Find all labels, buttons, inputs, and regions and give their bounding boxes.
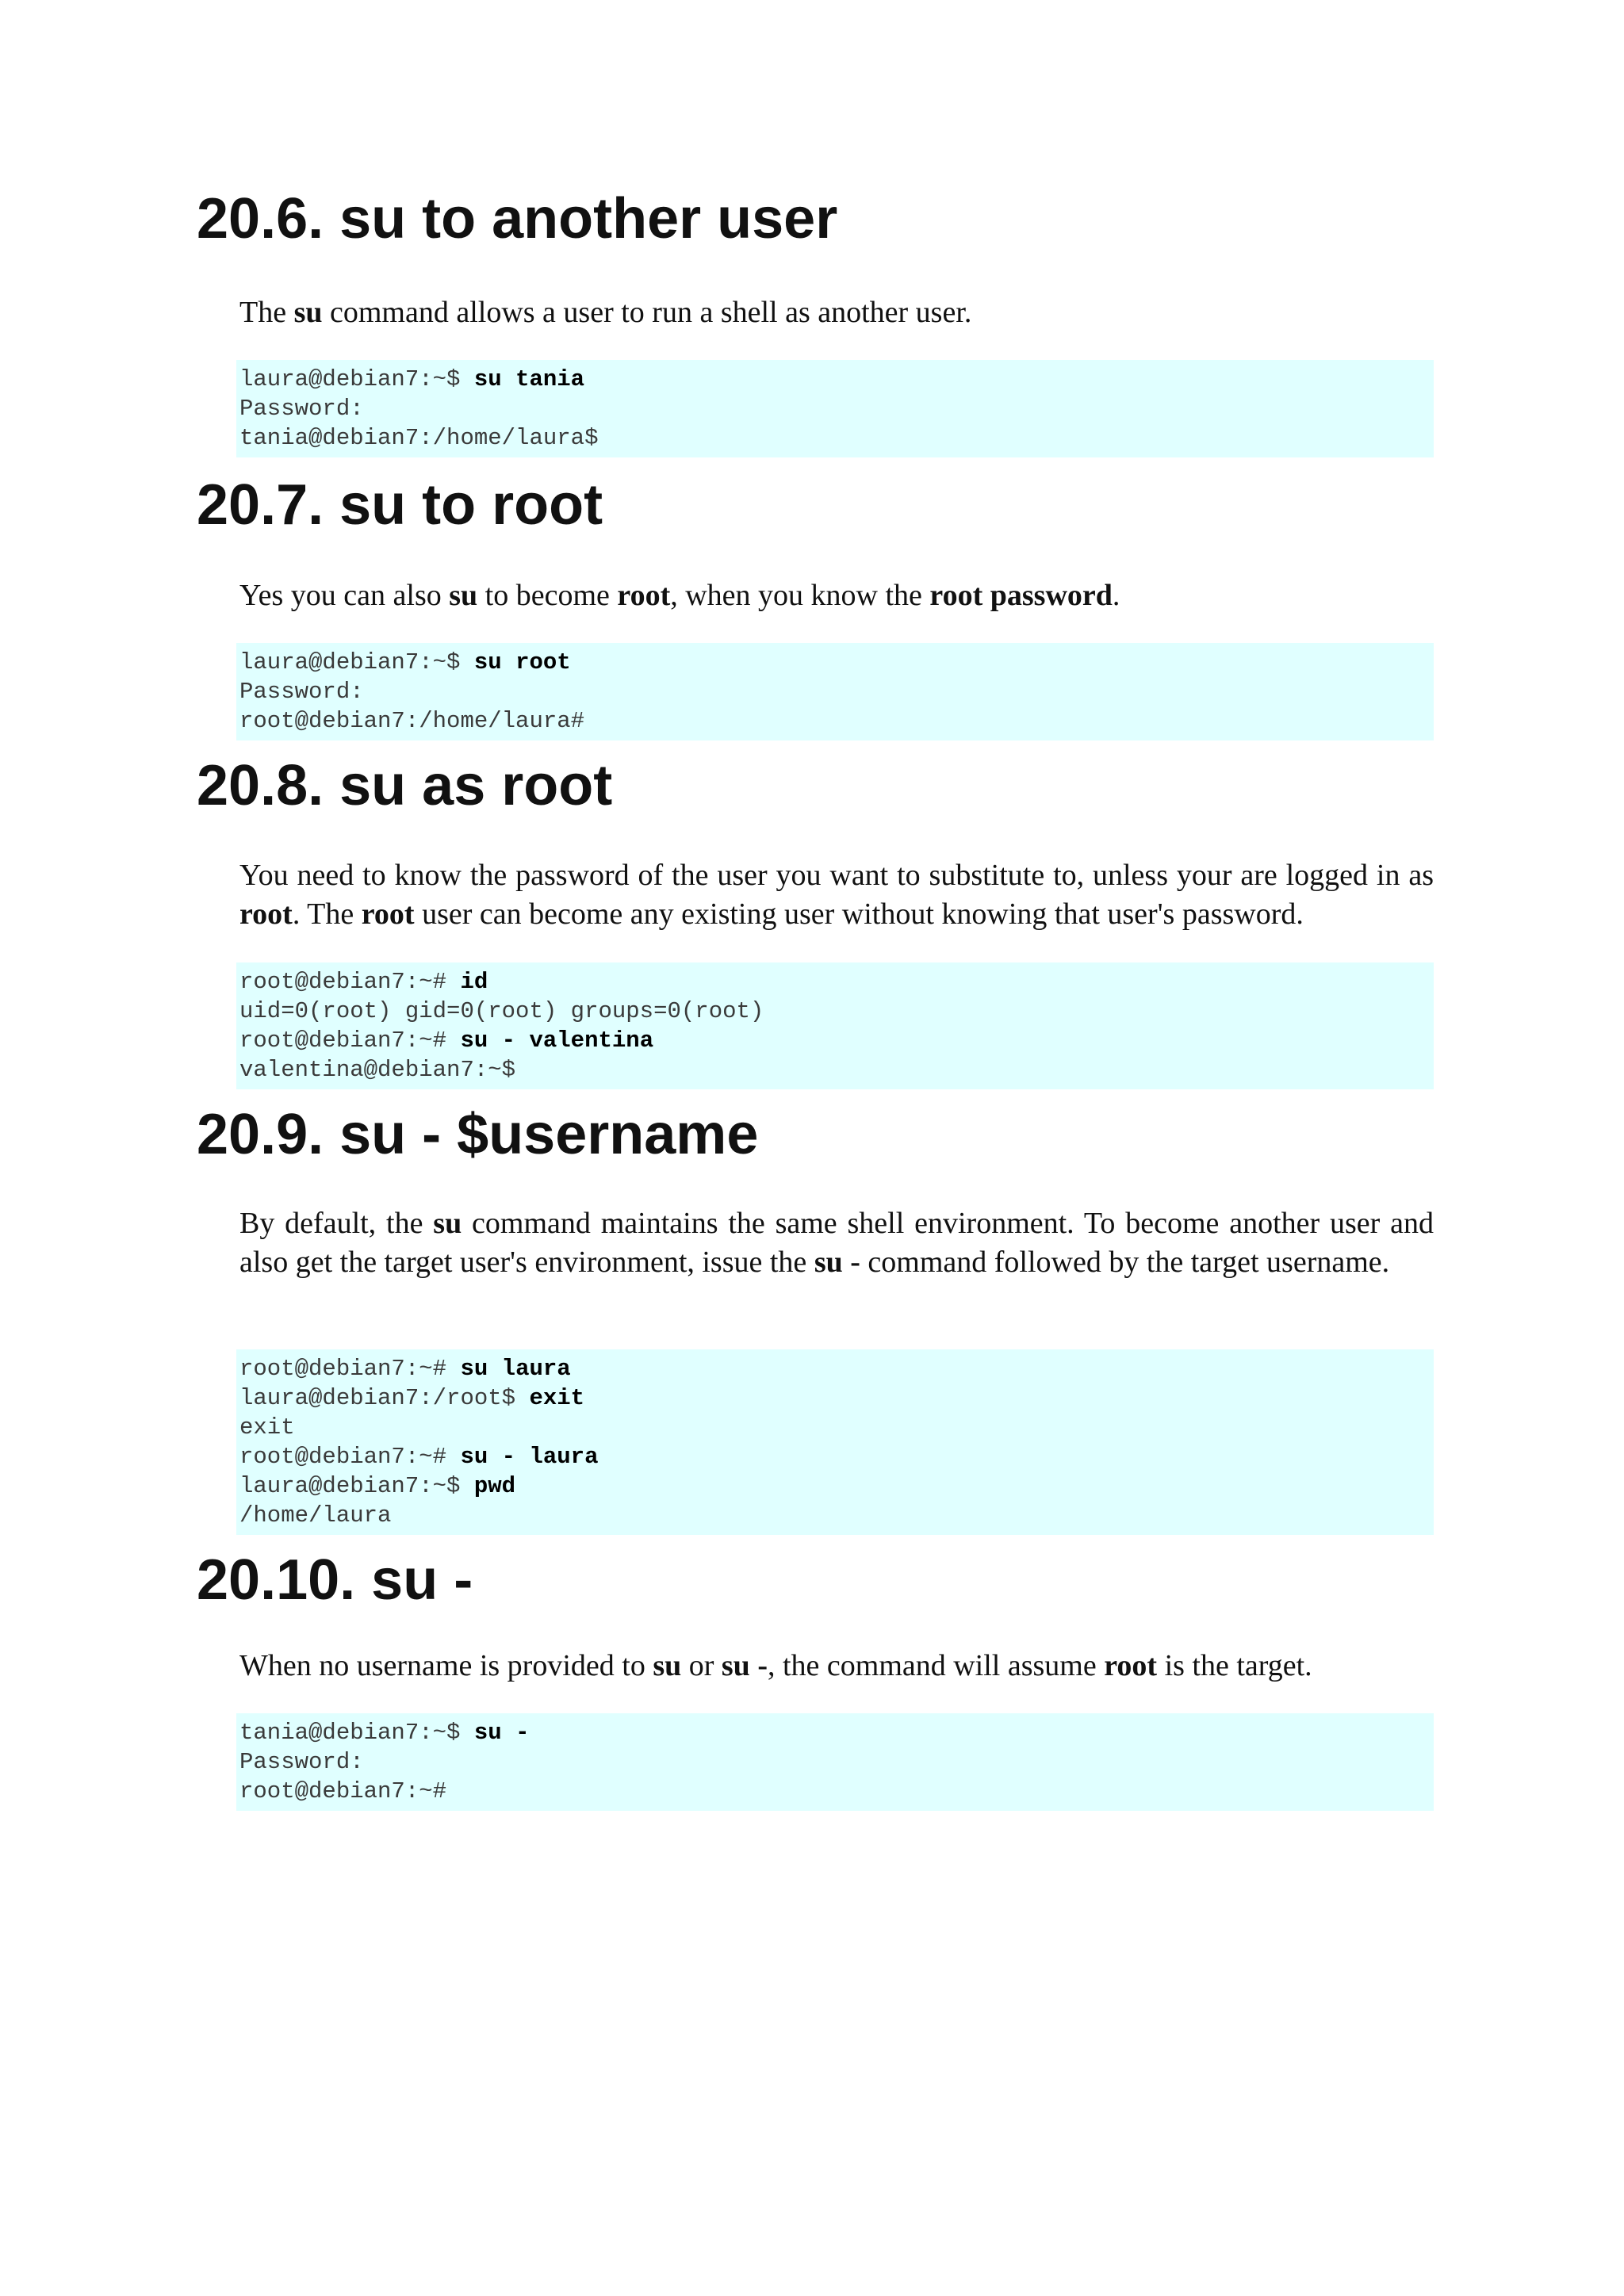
- shell-command: su tania: [473, 366, 585, 392]
- shell-prompt: laura@debian7:~$: [239, 649, 474, 675]
- code-line: [239, 677, 1434, 706]
- section-20-9: [197, 1103, 1434, 1529]
- section-heading: 20.8. su as root: [197, 754, 613, 817]
- code-block: [236, 360, 1434, 457]
- bold-term: root: [239, 897, 293, 931]
- shell-prompt: laura@debian7:~$: [239, 366, 474, 392]
- bold-term: su -: [721, 1649, 768, 1682]
- section-paragraph: [239, 576, 1434, 615]
- bold-term: su: [449, 579, 478, 612]
- section-heading: 20.6. su to another user: [197, 187, 838, 251]
- shell-command: id: [460, 969, 488, 995]
- shell-prompt: laura@debian7:/root$: [239, 1385, 530, 1411]
- shell-prompt: tania@debian7:/home/laura$: [239, 425, 599, 451]
- shell-prompt: laura@debian7:~$: [239, 1473, 474, 1499]
- code-line: [239, 1055, 1434, 1085]
- shell-prompt: Password:: [239, 1749, 364, 1775]
- shell-command: pwd: [473, 1473, 516, 1499]
- section-paragraph: [239, 856, 1434, 934]
- shell-prompt: root@debian7:~#: [239, 1444, 461, 1470]
- code-line: [239, 1383, 1434, 1413]
- text-run: to become: [477, 579, 618, 612]
- text-run: or: [681, 1649, 722, 1682]
- section-paragraph: [239, 293, 1434, 332]
- shell-prompt: root@debian7:~#: [239, 969, 461, 995]
- code-block: [236, 643, 1434, 740]
- section-heading: 20.9. su - $username: [197, 1103, 759, 1166]
- section-paragraph: [239, 1204, 1434, 1282]
- code-line: [239, 1354, 1434, 1383]
- code-line: [239, 1501, 1434, 1530]
- code-line: [239, 648, 1434, 677]
- code-line: [239, 706, 1434, 736]
- text-run: Yes you can also: [239, 579, 450, 612]
- text-run: , the command will assume: [767, 1649, 1105, 1682]
- bold-term: su: [293, 296, 323, 329]
- section-heading: 20.10. su -: [197, 1548, 473, 1612]
- bold-term: root password: [929, 579, 1113, 612]
- bold-term: su: [653, 1649, 682, 1682]
- shell-command: su - valentina: [460, 1027, 654, 1054]
- shell-prompt: Password:: [239, 396, 364, 422]
- bold-term: su: [433, 1207, 462, 1240]
- code-line: [239, 1777, 1434, 1806]
- code-block: [236, 962, 1434, 1089]
- shell-prompt: root@debian7:~#: [239, 1778, 447, 1804]
- shell-command: exit: [529, 1385, 585, 1411]
- shell-prompt: /home/laura: [239, 1502, 392, 1529]
- shell-prompt: uid=0(root) gid=0(root) groups=0(root): [239, 998, 764, 1024]
- bold-term: root: [361, 897, 415, 931]
- text-run: command followed by the target username.: [860, 1246, 1390, 1279]
- text-run: .: [1112, 579, 1120, 612]
- shell-prompt: tania@debian7:~$: [239, 1720, 474, 1746]
- code-line: [239, 423, 1434, 453]
- text-run: command maintains the same shell environment. To become another user and also get the target user's environment, issue the: [239, 1207, 1434, 1279]
- bold-term: root: [617, 579, 671, 612]
- code-line: [239, 1026, 1434, 1055]
- text-run: By default, the: [239, 1207, 434, 1240]
- shell-prompt: Password:: [239, 679, 364, 705]
- section-20-6: [197, 187, 1434, 451]
- section-20-10: [197, 1548, 1434, 1804]
- code-block: [236, 1713, 1434, 1811]
- text-run: You need to know the password of the user you want to substitute to, unless your are logged in as: [239, 859, 1434, 892]
- text-run: is the target.: [1157, 1649, 1312, 1682]
- text-run: When no username is provided to: [239, 1649, 653, 1682]
- shell-command: su root: [473, 649, 571, 675]
- code-line: [239, 365, 1434, 394]
- shell-prompt: root@debian7:~#: [239, 1027, 461, 1054]
- shell-command: su laura: [460, 1356, 571, 1382]
- shell-prompt: exit: [239, 1414, 295, 1441]
- section-20-8: [197, 754, 1434, 1083]
- section-20-7: [197, 473, 1434, 734]
- text-run: . The: [292, 897, 362, 931]
- code-line: [239, 997, 1434, 1026]
- code-line: [239, 1747, 1434, 1777]
- shell-command: su -: [473, 1720, 530, 1746]
- shell-command: su - laura: [460, 1444, 599, 1470]
- text-run: The: [239, 296, 294, 329]
- code-block: [236, 1349, 1434, 1535]
- code-line: [239, 1442, 1434, 1471]
- code-line: [239, 967, 1434, 997]
- section-paragraph: [239, 1647, 1434, 1686]
- shell-prompt: root@debian7:~#: [239, 1356, 461, 1382]
- text-run: user can become any existing user without knowing that user's password.: [414, 897, 1304, 931]
- code-line: [239, 1413, 1434, 1442]
- bold-term: root: [1104, 1649, 1158, 1682]
- shell-prompt: root@debian7:/home/laura#: [239, 708, 585, 734]
- code-line: [239, 1471, 1434, 1501]
- text-run: command allows a user to run a shell as another user.: [322, 296, 972, 329]
- code-line: [239, 1718, 1434, 1747]
- text-run: , when you know the: [670, 579, 930, 612]
- shell-prompt: valentina@debian7:~$: [239, 1057, 516, 1083]
- section-heading: 20.7. su to root: [197, 473, 603, 537]
- bold-term: su -: [814, 1246, 860, 1279]
- code-line: [239, 394, 1434, 423]
